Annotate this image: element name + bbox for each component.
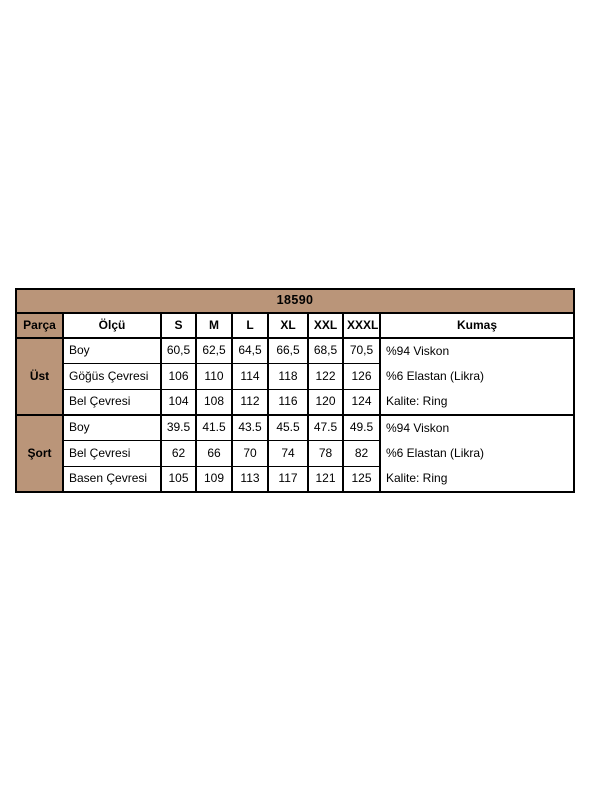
size-value: 120: [308, 389, 343, 415]
size-value: 66: [196, 441, 232, 467]
col-header-size-xxxl: XXXL: [343, 313, 380, 338]
size-value: 116: [268, 389, 308, 415]
part-cell-sort: Şort: [16, 415, 63, 492]
size-value: 122: [308, 364, 343, 390]
measure-label: Bel Çevresi: [63, 441, 161, 467]
size-value: 47.5: [308, 415, 343, 441]
measure-label: Göğüs Çevresi: [63, 364, 161, 390]
size-value: 125: [343, 466, 380, 492]
size-value: 109: [196, 466, 232, 492]
fabric-cell-ust: [380, 338, 574, 415]
size-value: 68,5: [308, 338, 343, 364]
column-header-row: [16, 313, 574, 338]
col-header-size-xl: XL: [268, 313, 308, 338]
size-value: 112: [232, 389, 268, 415]
size-value: 104: [161, 389, 196, 415]
col-header-kumas: Kumaş: [380, 313, 574, 338]
fabric-line: %94 Viskon: [386, 344, 450, 358]
col-header-size-s: S: [161, 313, 196, 338]
size-value: 110: [196, 364, 232, 390]
size-value: 60,5: [161, 338, 196, 364]
size-chart-table: [15, 288, 575, 493]
measure-label: Boy: [63, 415, 161, 441]
size-value: 64,5: [232, 338, 268, 364]
fabric-line: %6 Elastan (Likra): [386, 369, 485, 383]
size-value: 62,5: [196, 338, 232, 364]
size-value: 70,5: [343, 338, 380, 364]
measure-label: Bel Çevresi: [63, 389, 161, 415]
col-header-size-xxl: XXL: [308, 313, 343, 338]
col-header-size-m: M: [196, 313, 232, 338]
size-value: 118: [268, 364, 308, 390]
size-value: 43.5: [232, 415, 268, 441]
size-value: 62: [161, 441, 196, 467]
fabric-line: Kalite: Ring: [386, 471, 448, 485]
size-value: 121: [308, 466, 343, 492]
measure-label: Basen Çevresi: [63, 466, 161, 492]
col-header-parca: Parça: [16, 313, 63, 338]
size-value: 108: [196, 389, 232, 415]
measurement-row: [16, 338, 574, 364]
measurement-row: [16, 415, 574, 441]
col-header-size-l: L: [232, 313, 268, 338]
size-value: 45.5: [268, 415, 308, 441]
product-code-banner: 18590: [16, 289, 574, 313]
fabric-line: %94 Viskon: [386, 421, 450, 435]
size-value: 126: [343, 364, 380, 390]
size-value: 106: [161, 364, 196, 390]
size-value: 113: [232, 466, 268, 492]
fabric-line: Kalite: Ring: [386, 394, 448, 408]
size-value: 114: [232, 364, 268, 390]
size-value: 105: [161, 466, 196, 492]
part-cell-ust: Üst: [16, 338, 63, 415]
size-value: 117: [268, 466, 308, 492]
size-value: 78: [308, 441, 343, 467]
size-value: 70: [232, 441, 268, 467]
size-value: 66,5: [268, 338, 308, 364]
col-header-olcu: Ölçü: [63, 313, 161, 338]
product-code-row: [16, 289, 574, 313]
measure-label: Boy: [63, 338, 161, 364]
size-value: 41.5: [196, 415, 232, 441]
size-value: 74: [268, 441, 308, 467]
size-value: 39.5: [161, 415, 196, 441]
fabric-line: %6 Elastan (Likra): [386, 446, 485, 460]
size-value: 124: [343, 389, 380, 415]
fabric-cell-sort: [380, 415, 574, 492]
size-value: 49.5: [343, 415, 380, 441]
size-value: 82: [343, 441, 380, 467]
